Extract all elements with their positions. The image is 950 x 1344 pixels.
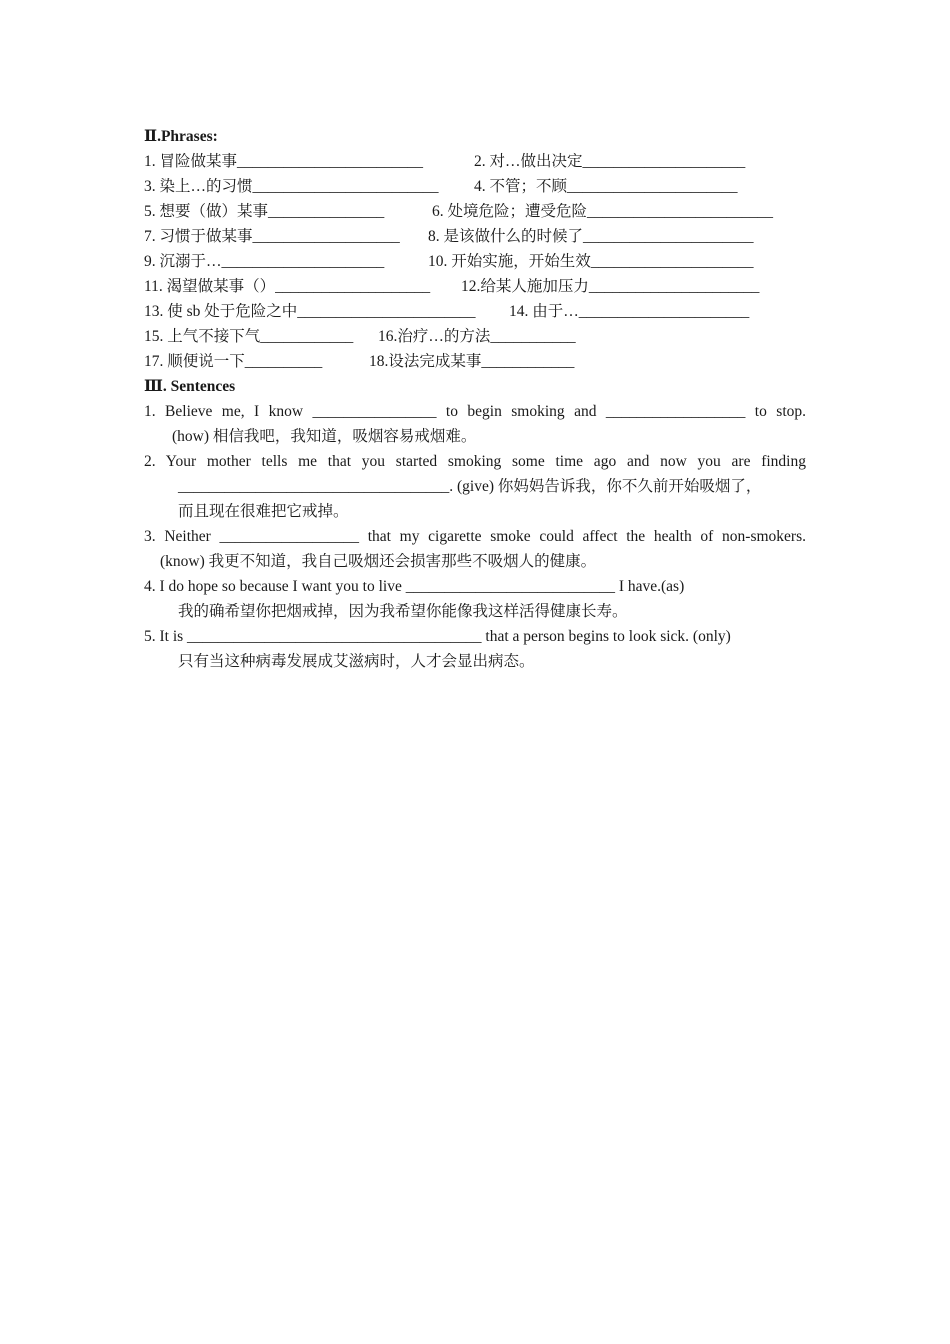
sentence-item [144,574,806,624]
phrase-item: 2. 对…做出决定_____________________ [474,153,746,170]
sentence-text: 4. I do hope so because I want you to live ___________________________ I have.(as) [144,578,685,595]
phrase-item: 11. 渴望做某事（）____________________ [144,278,431,295]
sentence-hint: 而且现在很难把它戒掉。 [178,503,349,520]
phrase-item: 14. 由于…______________________ [509,303,750,320]
phrase-row [144,199,806,224]
phrase-item: 18.设法完成某事____________ [369,353,575,370]
phrase-row [144,249,806,274]
phrase-item: 7. 习惯于做某事___________________ [144,228,400,245]
sentence-item [144,449,806,524]
phrase-item: 10. 开始实施，开始生效_____________________ [428,253,754,270]
phrase-item: 4. 不管；不顾______________________ [474,178,738,195]
sentence-text: 1. Believe me, I know ________________ to begin smoking and __________________ to stop. [144,403,806,420]
phrases-heading: Ⅱ.Phrases: [144,128,218,145]
phrase-item: 6. 处境危险；遭受危险________________________ [432,203,774,220]
phrase-item: 13. 使 sb 处于危险之中_______________________ [144,303,476,320]
sentence-hint: (how) 相信我吧，我知道，吸烟容易戒烟难。 [172,428,477,445]
phrase-item: 16.治疗…的方法___________ [378,328,576,345]
sentence-hint: 我的确希望你把烟戒掉，因为我希望你能像我这样活得健康长寿。 [178,603,628,620]
sentence-item [144,524,806,574]
sentence-text: 5. It is ______________________________________ that a person begins to look sick. (only) [144,628,731,645]
phrase-row [144,299,806,324]
phrase-row [144,324,806,349]
sentences-heading: Ⅲ. Sentences [144,378,236,395]
phrase-row [144,224,806,249]
phrase-item: 15. 上气不接下气____________ [144,328,354,345]
sentence-hint: ___________________________________. (give) 你妈妈告诉我，你不久前开始吸烟了， [178,478,762,495]
sentence-item [144,399,806,449]
worksheet [144,124,806,674]
sentence-hint: (know) 我更不知道，我自己吸烟还会损害那些不吸烟人的健康。 [160,553,597,570]
sentence-hint: 只有当这种病毒发展成艾滋病时，人才会显出病态。 [178,653,535,670]
phrase-item: 12.给某人施加压力______________________ [461,278,760,295]
phrase-item: 9. 沉溺于…_____________________ [144,253,385,270]
sentence-text: 3. Neither __________________ that my cigarette smoke could affect the health of non-smokers. [144,528,806,545]
phrase-item: 17. 顺便说一下__________ [144,353,323,370]
phrase-row [144,174,806,199]
sentence-item [144,624,806,674]
phrase-item: 1. 冒险做某事________________________ [144,153,424,170]
phrase-item: 8. 是该做什么的时候了______________________ [428,228,754,245]
sentence-text: 2. Your mother tells me that you started smoking some time ago and now you are finding [144,453,806,470]
phrase-row [144,274,806,299]
phrase-row [144,349,806,374]
phrases-list [144,149,806,374]
phrase-row [144,149,806,174]
phrase-item: 5. 想要（做）某事_______________ [144,203,385,220]
phrase-item: 3. 染上…的习惯________________________ [144,178,439,195]
